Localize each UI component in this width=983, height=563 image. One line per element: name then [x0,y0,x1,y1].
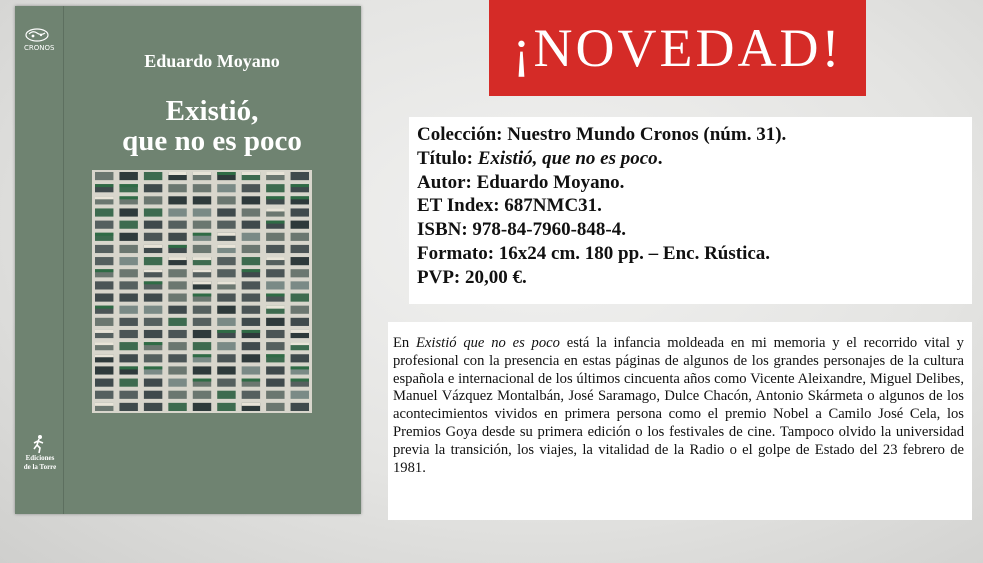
description-title: Existió que no es poco [416,335,560,351]
cover-title-line-1: Existió, [165,95,259,127]
description-lead: En [393,335,417,351]
description-box [388,322,972,520]
info-formato: Formato: 16x24 cm. 180 pp. – Enc. Rústica. [417,242,771,264]
cover-spine-divider [63,6,64,514]
description-body: está la infancia moldeada en mi memoria y el recorrido vital y profesional con la presencia en estas páginas de algunos de los grandes personajes de la cultura española e internacional de los últimos cincuenta años como Vicente Aleixandre, Miguel Delibes, Manuel Vázquez Montalbán, José Saramago, Dulce Chacón, Antonio Skármeta o algunos de los acontecimientos vividos en primera persona como el premio Nobel a Camilo José Cela, los Premios Goya desde su primera edición o los festivales de cine. Tampoco olvido la universidad previa la transición, los viajes, la vitalidad de la Radio o el golpe de Estado del 23 febrero de 1981. [393,335,964,476]
info-titulo-value: Existió, que no es poco [477,147,658,169]
imprint-line-1: Ediciones [25,454,55,462]
info-et-index: ET Index: 687NMC31. [417,195,602,217]
cover-title-line-2: que no es poco [122,125,302,157]
novedad-banner: ¡NOVEDAD! [489,0,866,96]
cover-imprint [17,454,63,472]
cover-photo-building [92,170,312,413]
globe-logo-icon [24,28,50,42]
info-pvp: PVP: 20,00 €. [417,266,527,288]
tower-runner-icon [31,434,47,454]
book-info-box [409,117,972,304]
cover-author: Eduardo Moyano [144,51,280,71]
imprint-line-2: de la Torre [23,463,57,471]
info-titulo-end: . [657,147,663,169]
cover-title [63,96,361,156]
info-autor: Autor: Eduardo Moyano. [417,171,625,193]
info-titulo [417,147,972,171]
info-titulo-label: Título: [417,147,478,169]
info-isbn: ISBN: 978-84-7960-848-4. [417,219,626,241]
publisher-logo-text: CRONOS [24,44,55,52]
publisher-logo [24,28,55,52]
info-coleccion: Colección: Nuestro Mundo Cronos (núm. 31). [417,124,787,145]
book-cover [15,6,361,514]
